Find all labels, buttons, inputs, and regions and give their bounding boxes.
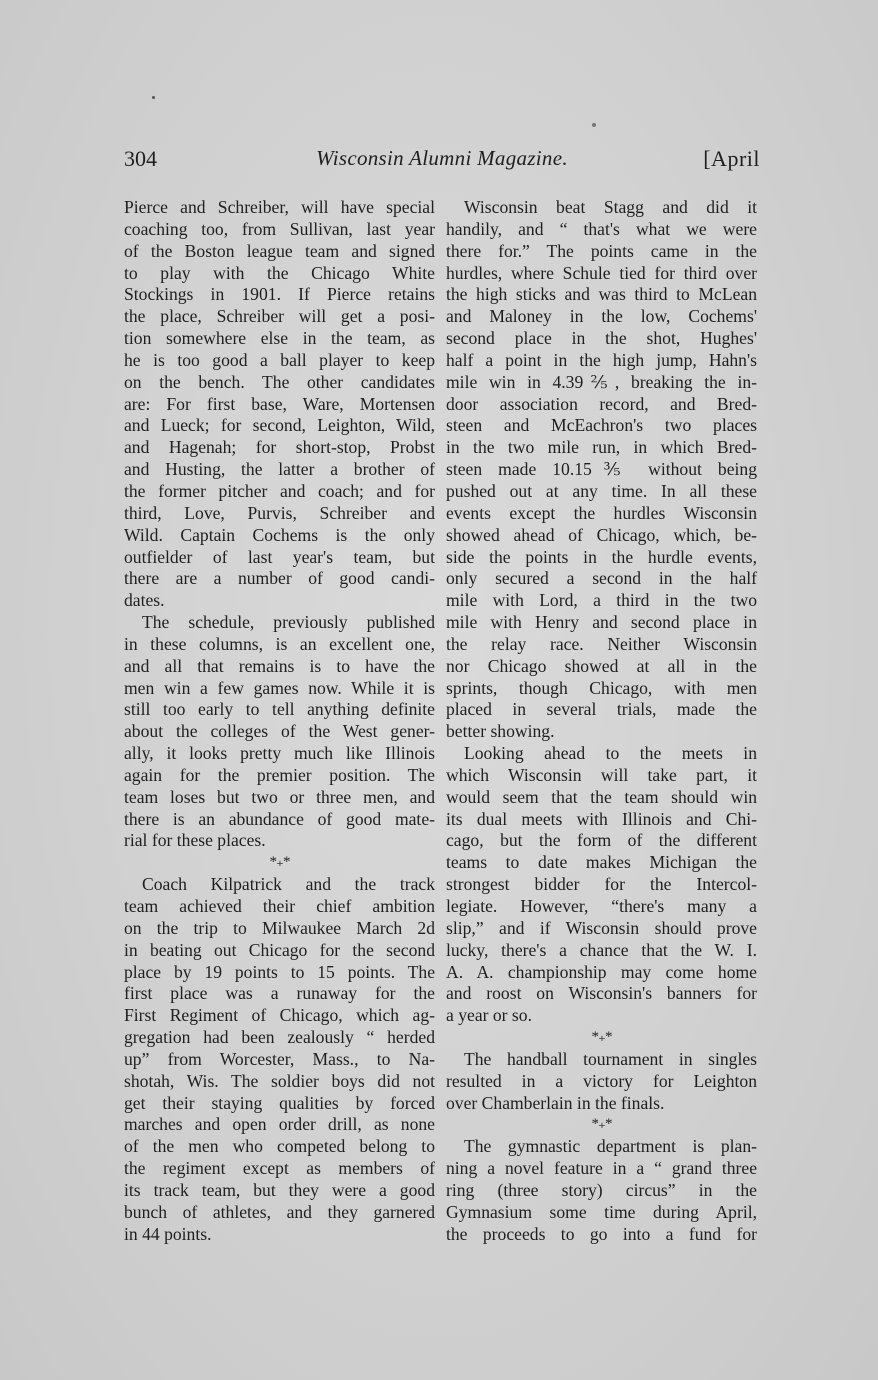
running-header — [124, 146, 760, 180]
text-line: events except the hurdles Wisconsin — [446, 502, 757, 523]
text-line: Wild. Captain Cochems is the only — [124, 524, 435, 545]
text-line: team achieved their chief ambition — [124, 896, 435, 916]
text-line: ally, it looks pretty much like Illinois — [124, 743, 435, 764]
text-line: team loses but two or three men, and — [124, 786, 435, 807]
text-line: resulted in a victory for Leighton — [446, 1070, 757, 1091]
text-line: Gymnasium some time during April, — [446, 1201, 757, 1222]
text-line: hurdles, where Schule tied for third over — [446, 262, 757, 283]
text-line: outfielder of last year's team, but — [124, 546, 435, 567]
text-line: and all that remains is to have the — [124, 655, 435, 676]
text-line: pushed out at any time. In all these — [446, 480, 757, 501]
section-break-asterism: *₊* — [591, 1116, 612, 1133]
text-line: second place in the shot, Hughes' — [446, 328, 757, 349]
text-line: mile win in 4.39⅖, breaking the in- — [446, 371, 757, 392]
text-line: teams to date makes Michigan the — [446, 852, 757, 873]
text-line: rial for these places. — [124, 830, 266, 851]
text-line: dates. — [124, 590, 165, 611]
text-line: on the bench. The other candidates — [124, 371, 435, 392]
text-line: tion somewhere else in the team, as — [124, 328, 435, 349]
text-line: Pierce and Schreiber, will have special — [124, 197, 435, 217]
text-line: on the trip to Milwaukee March 2d — [124, 917, 435, 938]
issue-month: [April — [703, 146, 760, 171]
text-line: mile with Henry and second place in — [446, 612, 757, 633]
text-line: the former pitcher and coach; and for — [124, 480, 435, 501]
text-line: over Chamberlain in the finals. — [446, 1092, 665, 1113]
text-line: are: For first base, Ware, Mortensen — [124, 393, 435, 414]
page-number: 304 — [124, 146, 157, 171]
text-line: a year or so. — [446, 1005, 532, 1026]
text-line: shotah, Wis. The soldier boys did not — [124, 1070, 435, 1091]
text-line: Stockings in 1901. If Pierce retains — [124, 284, 435, 305]
text-line: ring (three story) circus” in the — [446, 1179, 757, 1200]
text-line: side the points in the hurdle events, — [446, 546, 757, 567]
text-line: strongest bidder for the Intercol- — [446, 874, 757, 895]
text-line: door association record, and Bred- — [446, 393, 757, 414]
print-speck — [152, 96, 155, 99]
text-line: in beating out Chicago for the second — [124, 939, 435, 960]
text-line: mile with Lord, a third in the two — [446, 590, 757, 611]
text-line: still too early to tell anything definite — [124, 699, 435, 720]
text-line: half a point in the high jump, Hahn's — [446, 349, 757, 370]
text-line: and Lueck; for second, Leighton, Wild, — [124, 415, 435, 436]
text-line: the relay race. Neither Wisconsin — [446, 633, 757, 654]
text-line: in the two mile run, in which Bred- — [446, 437, 757, 458]
text-line: again for the premier position. The — [124, 764, 435, 785]
text-line: its dual meets with Illinois and Chi- — [446, 808, 757, 829]
text-line: marches and open order drill, as none — [124, 1114, 435, 1135]
text-line: steen made 10.15⅗ without being — [446, 459, 757, 480]
text-line: A. A. championship may come home — [446, 961, 757, 982]
text-line: which Wisconsin will take part, it — [446, 764, 757, 785]
text-line: First Regiment of Chicago, which ag- — [124, 1005, 435, 1026]
text-line: about the colleges of the West gener- — [124, 721, 435, 742]
text-line: there is an abundance of good mate- — [124, 808, 435, 829]
text-line: its track team, but they were a good — [124, 1179, 435, 1200]
text-line: lucky, there's a chance that the W. I. — [446, 939, 757, 960]
text-line: up” from Worcester, Mass., to Na- — [124, 1048, 435, 1069]
paragraph-start-line: Coach Kilpatrick and the track — [142, 874, 435, 895]
magazine-title: Wisconsin Alumni Magazine. — [316, 146, 568, 170]
paragraph-start-line: The schedule, previously published — [142, 612, 435, 633]
text-line: men win a few games now. While it is — [124, 677, 435, 698]
left-text-column — [124, 197, 435, 1246]
section-break-asterism: *₊* — [591, 1029, 612, 1046]
text-line: legiate. However, “there's many a — [446, 896, 757, 916]
text-line: to play with the Chicago White — [124, 262, 435, 283]
text-line: and roost on Wisconsin's banners for — [446, 983, 757, 1004]
text-line: the place, Schreiber will get a posi- — [124, 306, 435, 327]
text-line: the regiment except as members of — [124, 1158, 435, 1179]
text-line: in 44 points. — [124, 1223, 212, 1244]
text-line: nor Chicago showed at all in the — [446, 655, 757, 676]
text-line: would seem that the team should win — [446, 786, 757, 807]
text-line: better showing. — [446, 721, 555, 742]
text-line: steen and McEachron's two places — [446, 415, 757, 436]
text-line: he is too good a ball player to keep — [124, 349, 435, 370]
text-line: there for.” The points came in the — [446, 240, 757, 261]
text-line: get their staying qualities by forced — [124, 1092, 435, 1113]
text-line: and Husting, the latter a brother of — [124, 459, 435, 480]
text-line: the proceeds to go into a fund for — [446, 1223, 757, 1244]
paragraph-start-line: Wisconsin beat Stagg and did it — [464, 197, 757, 217]
text-line: handily, and “ that's what we were — [446, 218, 757, 239]
text-line: first place was a runaway for the — [124, 983, 435, 1004]
text-line: slip,” and if Wisconsin should prove — [446, 917, 757, 938]
text-line: and Hagenah; for short-stop, Probst — [124, 437, 435, 458]
text-line: there are a number of good candi- — [124, 568, 435, 589]
paragraph-start-line: The handball tournament in singles — [464, 1048, 757, 1069]
text-line: of the men who competed belong to — [124, 1136, 435, 1157]
section-break-asterism: *₊* — [269, 854, 290, 871]
paragraph-start-line: The gymnastic department is plan- — [464, 1136, 757, 1157]
text-line: showed ahead of Chicago, which, be- — [446, 524, 757, 545]
text-line: and Maloney in the low, Cochems' — [446, 306, 757, 327]
text-line: the high sticks and was third to McLean — [446, 284, 757, 305]
text-line: of the Boston league team and signed — [124, 240, 435, 261]
text-line: placed in several trials, made the — [446, 699, 757, 720]
text-line: ning a novel feature in a “ grand three — [446, 1158, 757, 1179]
text-line: only secured a second in the half — [446, 568, 757, 589]
text-line: sprints, though Chicago, with men — [446, 677, 757, 698]
text-line: bunch of athletes, and they garnered — [124, 1201, 435, 1222]
text-line: place by 19 points to 15 points. The — [124, 961, 435, 982]
text-line: third, Love, Purvis, Schreiber and — [124, 502, 435, 523]
text-line: in these columns, is an excellent one, — [124, 633, 435, 654]
print-speck — [592, 123, 596, 127]
text-line: gregation had been zealously “ herded — [124, 1027, 435, 1048]
paragraph-start-line: Looking ahead to the meets in — [464, 743, 757, 764]
right-text-column — [446, 197, 757, 1246]
text-line: coaching too, from Sullivan, last year — [124, 218, 435, 239]
text-line: cago, but the form of the different — [446, 830, 757, 851]
